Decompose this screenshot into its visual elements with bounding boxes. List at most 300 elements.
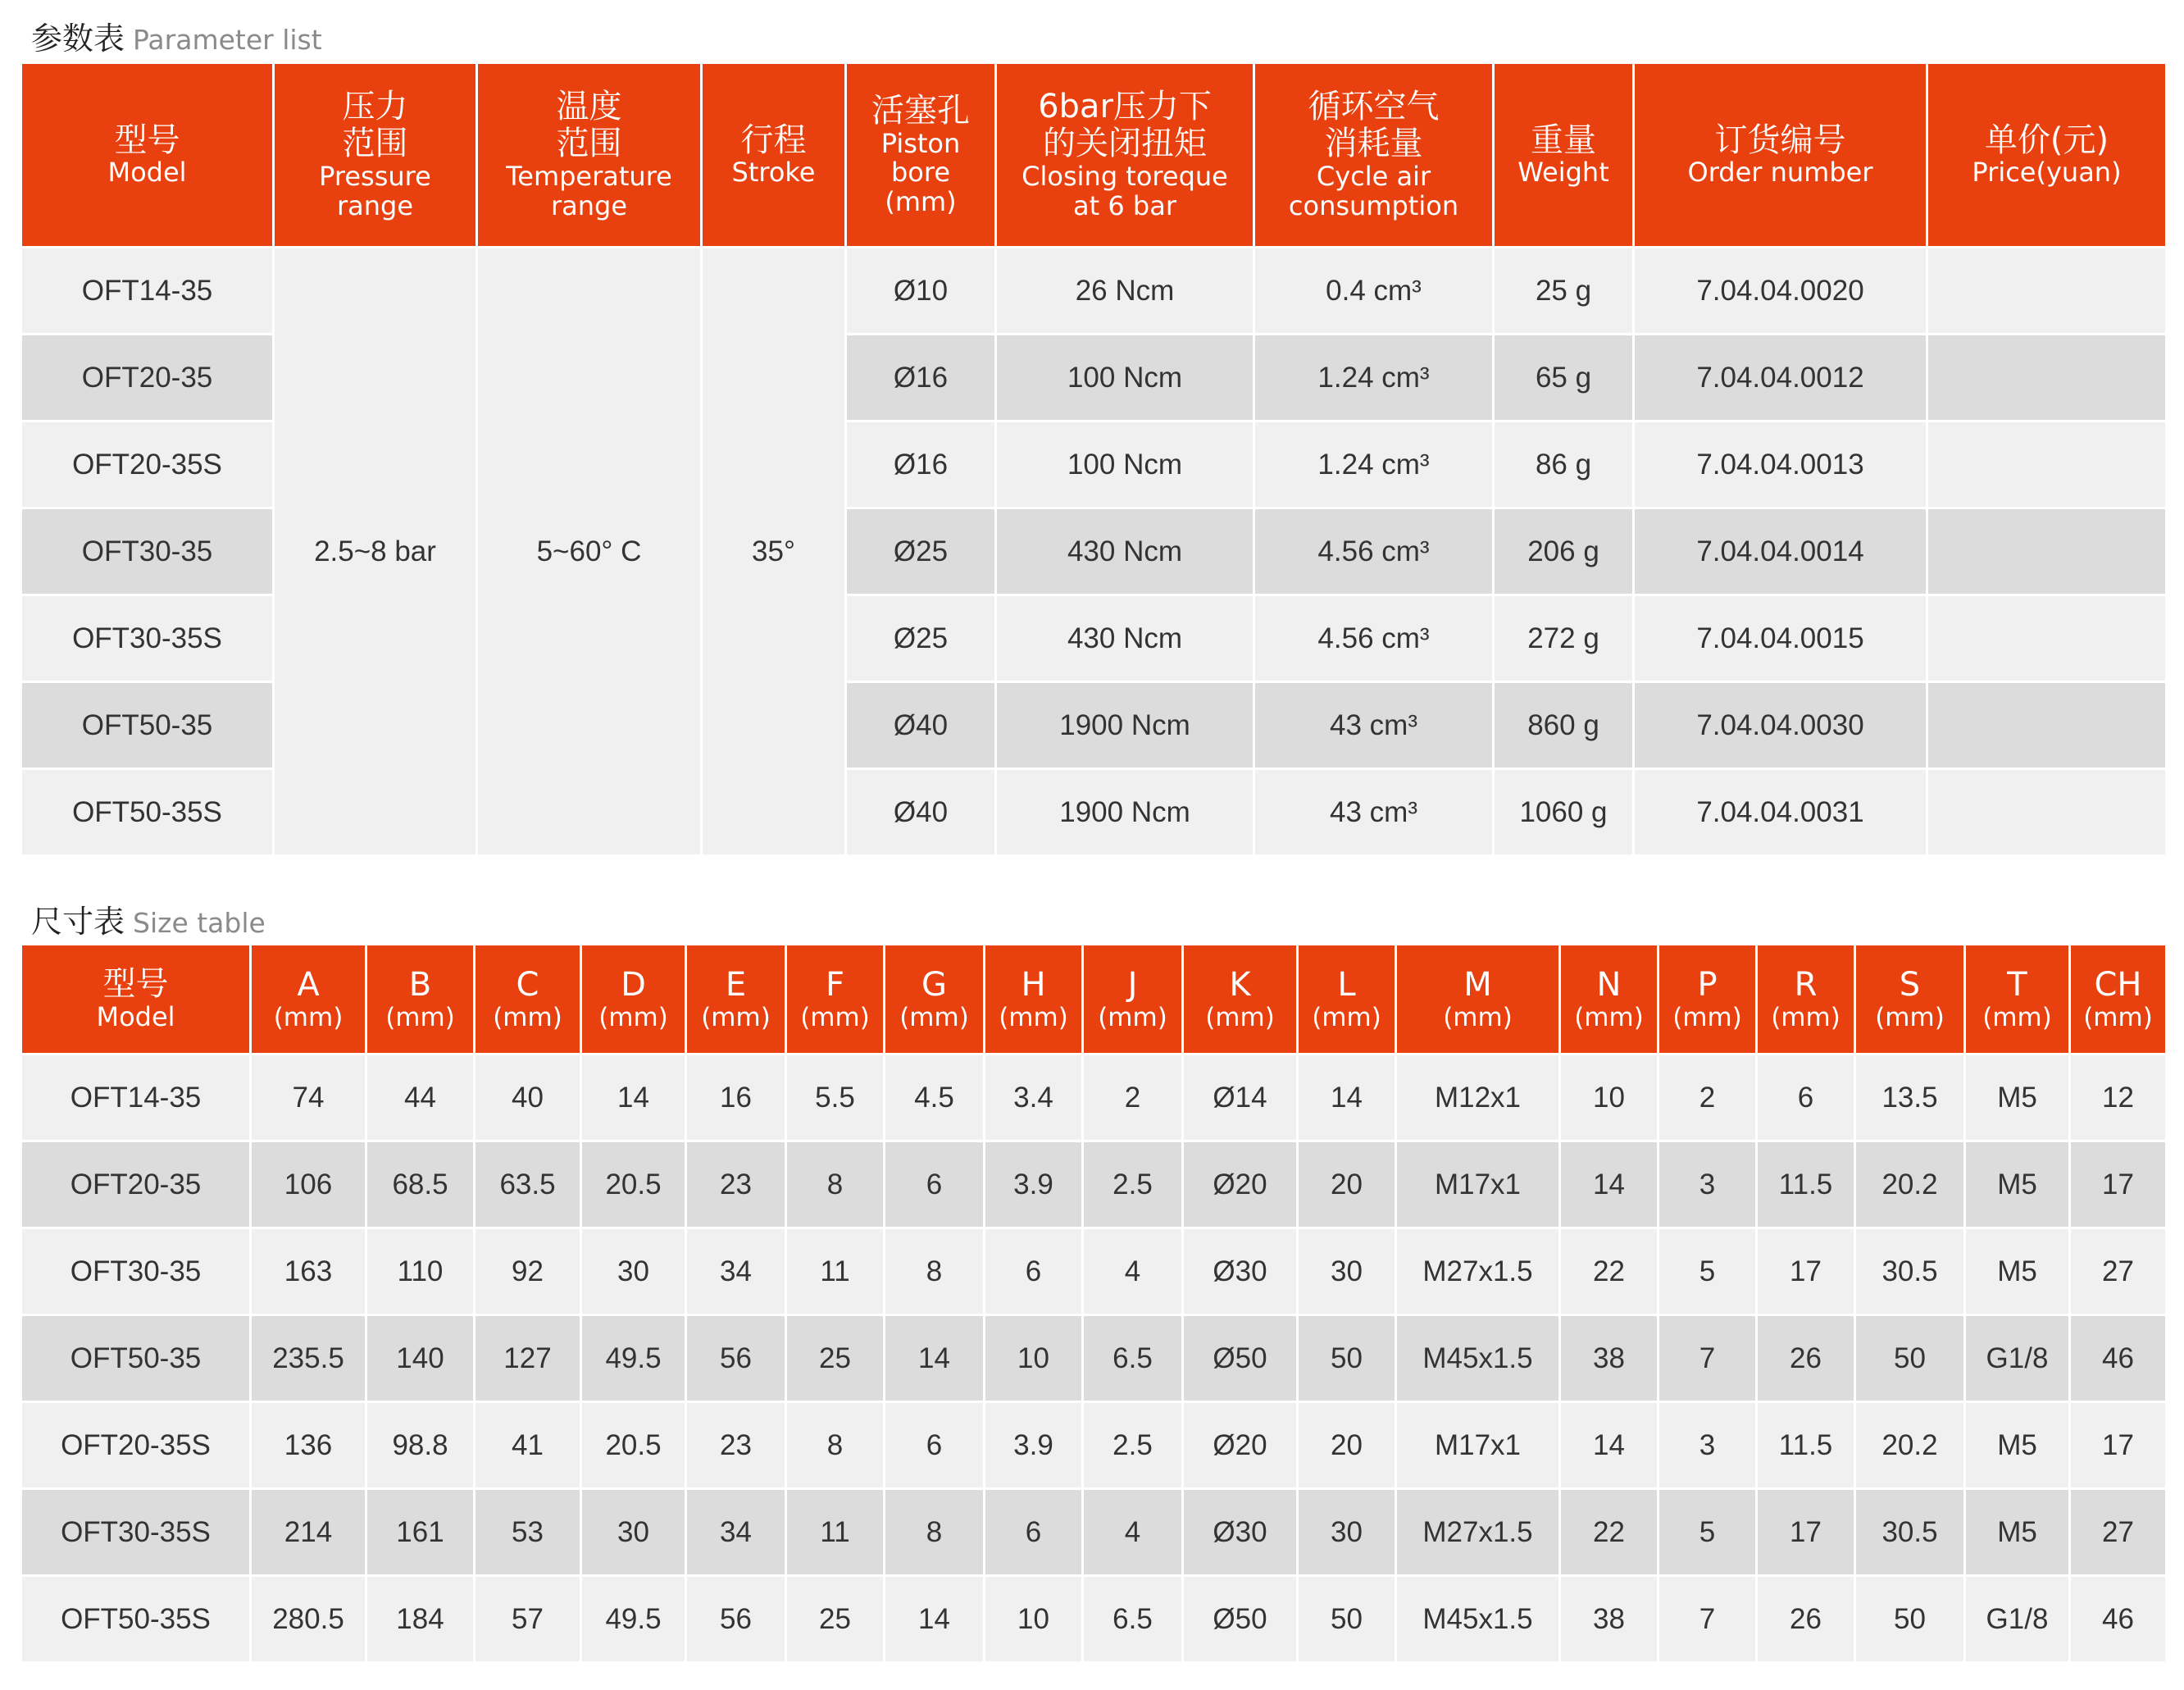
header-price-en: Price(yuan) bbox=[1972, 157, 2122, 189]
dim-m-cell: M12x1 bbox=[1396, 1055, 1560, 1141]
dim-p-cell: 3 bbox=[1658, 1402, 1757, 1489]
dim-f-cell: 5.5 bbox=[786, 1055, 885, 1141]
header-dim-letter: N bbox=[1596, 965, 1622, 1004]
dim-h-cell: 10 bbox=[985, 1315, 1083, 1402]
dim-r-cell: 26 bbox=[1757, 1315, 1855, 1402]
header-piston-bore-en: Piston bbox=[880, 127, 961, 159]
dim-a-cell: 74 bbox=[251, 1055, 366, 1141]
header-price-cn: 单价(元) bbox=[1984, 121, 2109, 159]
model-cell: OFT20-35S bbox=[21, 1402, 251, 1489]
parameter-header-row bbox=[21, 63, 2167, 248]
dim-g-cell: 14 bbox=[885, 1315, 985, 1402]
price-cell bbox=[1927, 682, 2167, 769]
weight-cell: 860 g bbox=[1494, 682, 1634, 769]
header-dim-letter: G bbox=[921, 965, 947, 1004]
dim-e-cell: 23 bbox=[686, 1141, 786, 1228]
header-model bbox=[21, 945, 251, 1055]
dim-k-cell: Ø14 bbox=[1183, 1055, 1298, 1141]
header-weight-cn: 重量 bbox=[1531, 121, 1596, 159]
model-cell: OFT50-35S bbox=[21, 1576, 251, 1663]
header-closing-torque-cn: 6bar压力下 bbox=[1038, 88, 1212, 126]
order-cell: 7.04.04.0031 bbox=[1634, 769, 1927, 856]
header-dim-letter: P bbox=[1697, 965, 1718, 1004]
header-dim-unit: (mm) bbox=[899, 1002, 969, 1032]
dim-l-cell: 50 bbox=[1298, 1576, 1396, 1663]
header-order-number-cn: 订货编号 bbox=[1714, 121, 1846, 159]
dim-n-cell: 22 bbox=[1560, 1489, 1658, 1576]
size-table-title bbox=[31, 896, 266, 941]
dim-e-cell: 16 bbox=[686, 1055, 786, 1141]
order-cell: 7.04.04.0015 bbox=[1634, 595, 1927, 682]
bore-cell: Ø16 bbox=[846, 421, 996, 508]
dim-t-cell: M5 bbox=[1965, 1402, 2070, 1489]
dim-k-cell: Ø50 bbox=[1183, 1576, 1298, 1663]
dim-ch-cell: 46 bbox=[2070, 1315, 2167, 1402]
header-dim-letter: B bbox=[408, 965, 432, 1004]
header-dim-letter: J bbox=[1127, 965, 1138, 1004]
dim-ch-cell: 46 bbox=[2070, 1576, 2167, 1663]
dim-a-cell: 214 bbox=[251, 1489, 366, 1576]
dim-f-cell: 8 bbox=[786, 1141, 885, 1228]
weight-cell: 65 g bbox=[1494, 335, 1634, 421]
dim-m-cell: M27x1.5 bbox=[1396, 1489, 1560, 1576]
header-dim-l bbox=[1298, 945, 1396, 1055]
header-dim-e bbox=[686, 945, 786, 1055]
dim-n-cell: 22 bbox=[1560, 1228, 1658, 1315]
order-cell: 7.04.04.0020 bbox=[1634, 248, 1927, 335]
air-cell: 4.56 cm³ bbox=[1254, 595, 1494, 682]
header-dim-t bbox=[1965, 945, 2070, 1055]
header-dim-unit: (mm) bbox=[1205, 1002, 1275, 1032]
dim-d-cell: 14 bbox=[581, 1055, 686, 1141]
header-dim-unit: (mm) bbox=[493, 1002, 562, 1032]
header-dim-letter: F bbox=[825, 965, 844, 1004]
torque-cell: 100 Ncm bbox=[996, 335, 1254, 421]
torque-cell: 100 Ncm bbox=[996, 421, 1254, 508]
dim-f-cell: 25 bbox=[786, 1576, 885, 1663]
header-dim-h bbox=[985, 945, 1083, 1055]
header-stroke bbox=[702, 63, 846, 248]
pressure-range-cell: 2.5~8 bar bbox=[274, 248, 477, 856]
dim-b-cell: 110 bbox=[366, 1228, 475, 1315]
dim-a-cell: 235.5 bbox=[251, 1315, 366, 1402]
header-dim-letter: E bbox=[725, 965, 747, 1004]
price-cell bbox=[1927, 335, 2167, 421]
dim-d-cell: 20.5 bbox=[581, 1402, 686, 1489]
header-pressure-range bbox=[274, 63, 477, 248]
header-cycle-air-consumption bbox=[1254, 63, 1494, 248]
parameter-list-title-cn: 参数表 bbox=[31, 20, 125, 57]
model-cell: OFT50-35S bbox=[21, 769, 274, 856]
dim-s-cell: 50 bbox=[1855, 1576, 1965, 1663]
dim-e-cell: 56 bbox=[686, 1315, 786, 1402]
dim-k-cell: Ø20 bbox=[1183, 1141, 1298, 1228]
size-table bbox=[20, 943, 2168, 1664]
torque-cell: 1900 Ncm bbox=[996, 769, 1254, 856]
bore-cell: Ø40 bbox=[846, 682, 996, 769]
dim-l-cell: 30 bbox=[1298, 1228, 1396, 1315]
dim-p-cell: 3 bbox=[1658, 1141, 1757, 1228]
dim-c-cell: 92 bbox=[475, 1228, 581, 1315]
header-dim-f bbox=[786, 945, 885, 1055]
dim-d-cell: 49.5 bbox=[581, 1576, 686, 1663]
dim-h-cell: 10 bbox=[985, 1576, 1083, 1663]
dim-s-cell: 20.2 bbox=[1855, 1402, 1965, 1489]
dim-ch-cell: 12 bbox=[2070, 1055, 2167, 1141]
dim-g-cell: 6 bbox=[885, 1402, 985, 1489]
header-model-en: Model bbox=[107, 157, 187, 189]
header-closing-torque-cn: 的关闭扭矩 bbox=[1043, 125, 1207, 163]
dim-j-cell: 2 bbox=[1083, 1055, 1183, 1141]
header-dim-b bbox=[366, 945, 475, 1055]
dim-c-cell: 40 bbox=[475, 1055, 581, 1141]
header-pressure-range-cn: 范围 bbox=[342, 125, 408, 163]
dim-e-cell: 56 bbox=[686, 1576, 786, 1663]
model-cell: OFT20-35 bbox=[21, 1141, 251, 1228]
torque-cell: 430 Ncm bbox=[996, 595, 1254, 682]
order-cell: 7.04.04.0012 bbox=[1634, 335, 1927, 421]
header-dim-unit: (mm) bbox=[800, 1002, 870, 1032]
header-model-en: Model bbox=[96, 1000, 175, 1032]
dim-h-cell: 3.9 bbox=[985, 1402, 1083, 1489]
model-cell: OFT50-35 bbox=[21, 1315, 251, 1402]
header-temperature-range bbox=[477, 63, 702, 248]
air-cell: 4.56 cm³ bbox=[1254, 508, 1494, 595]
header-stroke-en: Stroke bbox=[731, 157, 816, 189]
air-cell: 1.24 cm³ bbox=[1254, 335, 1494, 421]
dim-c-cell: 63.5 bbox=[475, 1141, 581, 1228]
dim-r-cell: 11.5 bbox=[1757, 1141, 1855, 1228]
dim-h-cell: 6 bbox=[985, 1489, 1083, 1576]
dim-j-cell: 4 bbox=[1083, 1228, 1183, 1315]
header-dim-unit: (mm) bbox=[1771, 1002, 1840, 1032]
dim-f-cell: 11 bbox=[786, 1228, 885, 1315]
bore-cell: Ø25 bbox=[846, 595, 996, 682]
dim-t-cell: M5 bbox=[1965, 1141, 2070, 1228]
header-dim-unit: (mm) bbox=[2083, 1002, 2153, 1032]
model-cell: OFT30-35S bbox=[21, 1489, 251, 1576]
dim-b-cell: 161 bbox=[366, 1489, 475, 1576]
dim-b-cell: 140 bbox=[366, 1315, 475, 1402]
dim-m-cell: M17x1 bbox=[1396, 1402, 1560, 1489]
header-dim-unit: (mm) bbox=[1672, 1002, 1742, 1032]
header-piston-bore bbox=[846, 63, 996, 248]
dim-p-cell: 7 bbox=[1658, 1315, 1757, 1402]
dim-h-cell: 6 bbox=[985, 1228, 1083, 1315]
dim-b-cell: 184 bbox=[366, 1576, 475, 1663]
dim-b-cell: 68.5 bbox=[366, 1141, 475, 1228]
dim-l-cell: 50 bbox=[1298, 1315, 1396, 1402]
header-dim-letter: H bbox=[1021, 965, 1046, 1004]
header-dim-unit: (mm) bbox=[701, 1002, 771, 1032]
order-cell: 7.04.04.0013 bbox=[1634, 421, 1927, 508]
table-row bbox=[21, 1576, 2167, 1663]
header-piston-bore-en: (mm) bbox=[885, 186, 957, 218]
dim-d-cell: 49.5 bbox=[581, 1315, 686, 1402]
parameter-list-title bbox=[31, 13, 322, 58]
header-order-number bbox=[1634, 63, 1927, 248]
dim-g-cell: 4.5 bbox=[885, 1055, 985, 1141]
dim-t-cell: M5 bbox=[1965, 1228, 2070, 1315]
dim-l-cell: 30 bbox=[1298, 1489, 1396, 1576]
header-dim-g bbox=[885, 945, 985, 1055]
header-temperature-range-cn: 范围 bbox=[556, 125, 622, 163]
header-dim-unit: (mm) bbox=[1574, 1002, 1644, 1032]
dim-e-cell: 34 bbox=[686, 1228, 786, 1315]
dim-s-cell: 13.5 bbox=[1855, 1055, 1965, 1141]
header-pressure-range-cn: 压力 bbox=[342, 88, 408, 126]
header-dim-unit: (mm) bbox=[1098, 1002, 1167, 1032]
weight-cell: 86 g bbox=[1494, 421, 1634, 508]
dim-m-cell: M45x1.5 bbox=[1396, 1315, 1560, 1402]
header-closing-torque-en: Closing toreque bbox=[1021, 160, 1228, 192]
dim-g-cell: 8 bbox=[885, 1228, 985, 1315]
air-cell: 1.24 cm³ bbox=[1254, 421, 1494, 508]
header-dim-c bbox=[475, 945, 581, 1055]
dim-t-cell: G1/8 bbox=[1965, 1576, 2070, 1663]
header-dim-unit: (mm) bbox=[598, 1002, 668, 1032]
dim-l-cell: 20 bbox=[1298, 1141, 1396, 1228]
size-header-row bbox=[21, 945, 2167, 1055]
header-dim-letter: T bbox=[2007, 965, 2027, 1004]
weight-cell: 272 g bbox=[1494, 595, 1634, 682]
size-table-title-en: Size table bbox=[133, 907, 266, 939]
dim-m-cell: M27x1.5 bbox=[1396, 1228, 1560, 1315]
header-dim-letter: A bbox=[297, 965, 320, 1004]
header-temperature-range-en: range bbox=[550, 189, 628, 221]
header-cycle-air-consumption-en: Cycle air bbox=[1316, 160, 1431, 192]
header-model-cn: 型号 bbox=[102, 965, 169, 1004]
dim-c-cell: 57 bbox=[475, 1576, 581, 1663]
header-pressure-range-en: Pressure bbox=[319, 160, 431, 192]
dim-n-cell: 10 bbox=[1560, 1055, 1658, 1141]
model-cell: OFT30-35 bbox=[21, 1228, 251, 1315]
table-row bbox=[21, 1402, 2167, 1489]
dim-r-cell: 26 bbox=[1757, 1576, 1855, 1663]
header-closing-torque bbox=[996, 63, 1254, 248]
dim-j-cell: 4 bbox=[1083, 1489, 1183, 1576]
dim-n-cell: 14 bbox=[1560, 1402, 1658, 1489]
header-dim-unit: (mm) bbox=[1312, 1002, 1381, 1032]
dim-ch-cell: 27 bbox=[2070, 1228, 2167, 1315]
dim-m-cell: M17x1 bbox=[1396, 1141, 1560, 1228]
model-cell: OFT50-35 bbox=[21, 682, 274, 769]
air-cell: 0.4 cm³ bbox=[1254, 248, 1494, 335]
header-dim-letter: K bbox=[1229, 965, 1251, 1004]
bore-cell: Ø25 bbox=[846, 508, 996, 595]
dim-n-cell: 38 bbox=[1560, 1315, 1658, 1402]
header-cycle-air-consumption-en: consumption bbox=[1288, 189, 1459, 221]
dim-d-cell: 20.5 bbox=[581, 1141, 686, 1228]
header-dim-unit: (mm) bbox=[385, 1002, 455, 1032]
header-temperature-range-cn: 温度 bbox=[556, 88, 622, 126]
header-dim-letter: CH bbox=[2094, 965, 2142, 1004]
header-dim-letter: L bbox=[1337, 965, 1356, 1004]
dim-d-cell: 30 bbox=[581, 1228, 686, 1315]
dim-ch-cell: 17 bbox=[2070, 1141, 2167, 1228]
header-dim-j bbox=[1083, 945, 1183, 1055]
header-dim-k bbox=[1183, 945, 1298, 1055]
dim-g-cell: 8 bbox=[885, 1489, 985, 1576]
dim-j-cell: 6.5 bbox=[1083, 1576, 1183, 1663]
dim-l-cell: 14 bbox=[1298, 1055, 1396, 1141]
header-weight-en: Weight bbox=[1517, 157, 1609, 189]
dim-h-cell: 3.4 bbox=[985, 1055, 1083, 1141]
bore-cell: Ø10 bbox=[846, 248, 996, 335]
dim-r-cell: 17 bbox=[1757, 1489, 1855, 1576]
header-dim-a bbox=[251, 945, 366, 1055]
dim-k-cell: Ø30 bbox=[1183, 1489, 1298, 1576]
header-dim-unit: (mm) bbox=[1875, 1002, 1945, 1032]
header-dim-ch bbox=[2070, 945, 2167, 1055]
dim-l-cell: 20 bbox=[1298, 1402, 1396, 1489]
dim-t-cell: M5 bbox=[1965, 1055, 2070, 1141]
order-cell: 7.04.04.0030 bbox=[1634, 682, 1927, 769]
header-dim-n bbox=[1560, 945, 1658, 1055]
dim-k-cell: Ø30 bbox=[1183, 1228, 1298, 1315]
header-dim-letter: M bbox=[1463, 965, 1492, 1004]
header-dim-letter: D bbox=[621, 965, 646, 1004]
dim-a-cell: 280.5 bbox=[251, 1576, 366, 1663]
header-pressure-range-en: range bbox=[336, 189, 414, 221]
header-cycle-air-consumption-cn: 消耗量 bbox=[1324, 125, 1423, 163]
weight-cell: 25 g bbox=[1494, 248, 1634, 335]
table-row bbox=[21, 1489, 2167, 1576]
temperature-range-cell: 5~60° C bbox=[477, 248, 702, 856]
header-dim-unit: (mm) bbox=[999, 1002, 1068, 1032]
dim-n-cell: 38 bbox=[1560, 1576, 1658, 1663]
stroke-cell: 35° bbox=[702, 248, 846, 856]
header-dim-p bbox=[1658, 945, 1757, 1055]
header-dim-s bbox=[1855, 945, 1965, 1055]
table-row bbox=[21, 1055, 2167, 1141]
dim-s-cell: 50 bbox=[1855, 1315, 1965, 1402]
weight-cell: 206 g bbox=[1494, 508, 1634, 595]
dim-t-cell: G1/8 bbox=[1965, 1315, 2070, 1402]
dim-a-cell: 106 bbox=[251, 1141, 366, 1228]
header-dim-unit: (mm) bbox=[1982, 1002, 2052, 1032]
parameter-table-body bbox=[21, 248, 2167, 856]
dim-j-cell: 2.5 bbox=[1083, 1402, 1183, 1489]
header-temperature-range-en: Temperature bbox=[506, 160, 672, 192]
size-table-body bbox=[21, 1055, 2167, 1663]
table-row bbox=[21, 1315, 2167, 1402]
model-cell: OFT20-35 bbox=[21, 335, 274, 421]
dim-d-cell: 30 bbox=[581, 1489, 686, 1576]
dim-k-cell: Ø20 bbox=[1183, 1402, 1298, 1489]
header-model-cn: 型号 bbox=[114, 121, 180, 159]
dim-g-cell: 14 bbox=[885, 1576, 985, 1663]
model-cell: OFT30-35S bbox=[21, 595, 274, 682]
dim-a-cell: 136 bbox=[251, 1402, 366, 1489]
dim-p-cell: 7 bbox=[1658, 1576, 1757, 1663]
header-piston-bore-cn: 活塞孔 bbox=[871, 91, 970, 130]
dim-f-cell: 8 bbox=[786, 1402, 885, 1489]
dim-r-cell: 6 bbox=[1757, 1055, 1855, 1141]
table-row bbox=[21, 1228, 2167, 1315]
parameter-table bbox=[20, 61, 2168, 857]
dim-t-cell: M5 bbox=[1965, 1489, 2070, 1576]
dim-j-cell: 6.5 bbox=[1083, 1315, 1183, 1402]
parameter-list-title-en: Parameter list bbox=[133, 24, 322, 56]
header-piston-bore-en: bore bbox=[890, 157, 951, 189]
header-closing-torque-en: at 6 bar bbox=[1073, 189, 1176, 221]
header-cycle-air-consumption-cn: 循环空气 bbox=[1308, 88, 1440, 126]
price-cell bbox=[1927, 769, 2167, 856]
air-cell: 43 cm³ bbox=[1254, 769, 1494, 856]
price-cell bbox=[1927, 248, 2167, 335]
dim-s-cell: 30.5 bbox=[1855, 1228, 1965, 1315]
torque-cell: 26 Ncm bbox=[996, 248, 1254, 335]
size-table-title-cn: 尺寸表 bbox=[31, 904, 125, 940]
header-stroke-cn: 行程 bbox=[740, 121, 807, 159]
torque-cell: 1900 Ncm bbox=[996, 682, 1254, 769]
dim-p-cell: 5 bbox=[1658, 1489, 1757, 1576]
header-dim-r bbox=[1757, 945, 1855, 1055]
dim-s-cell: 30.5 bbox=[1855, 1489, 1965, 1576]
air-cell: 43 cm³ bbox=[1254, 682, 1494, 769]
dim-h-cell: 3.9 bbox=[985, 1141, 1083, 1228]
dim-ch-cell: 27 bbox=[2070, 1489, 2167, 1576]
dim-m-cell: M45x1.5 bbox=[1396, 1576, 1560, 1663]
header-price bbox=[1927, 63, 2167, 248]
model-cell: OFT20-35S bbox=[21, 421, 274, 508]
dim-b-cell: 44 bbox=[366, 1055, 475, 1141]
dim-c-cell: 53 bbox=[475, 1489, 581, 1576]
dim-e-cell: 34 bbox=[686, 1489, 786, 1576]
model-cell: OFT14-35 bbox=[21, 1055, 251, 1141]
dim-g-cell: 6 bbox=[885, 1141, 985, 1228]
dim-f-cell: 11 bbox=[786, 1489, 885, 1576]
price-cell bbox=[1927, 508, 2167, 595]
dim-c-cell: 127 bbox=[475, 1315, 581, 1402]
header-dim-letter: R bbox=[1794, 965, 1818, 1004]
header-model bbox=[21, 63, 274, 248]
dim-c-cell: 41 bbox=[475, 1402, 581, 1489]
dim-s-cell: 20.2 bbox=[1855, 1141, 1965, 1228]
dim-f-cell: 25 bbox=[786, 1315, 885, 1402]
dim-a-cell: 163 bbox=[251, 1228, 366, 1315]
order-cell: 7.04.04.0014 bbox=[1634, 508, 1927, 595]
dim-r-cell: 17 bbox=[1757, 1228, 1855, 1315]
header-weight bbox=[1494, 63, 1634, 248]
price-cell bbox=[1927, 595, 2167, 682]
header-dim-m bbox=[1396, 945, 1560, 1055]
model-cell: OFT30-35 bbox=[21, 508, 274, 595]
table-row bbox=[21, 248, 2167, 335]
dim-r-cell: 11.5 bbox=[1757, 1402, 1855, 1489]
price-cell bbox=[1927, 421, 2167, 508]
dim-p-cell: 5 bbox=[1658, 1228, 1757, 1315]
dim-n-cell: 14 bbox=[1560, 1141, 1658, 1228]
dim-j-cell: 2.5 bbox=[1083, 1141, 1183, 1228]
dim-e-cell: 23 bbox=[686, 1402, 786, 1489]
dim-k-cell: Ø50 bbox=[1183, 1315, 1298, 1402]
bore-cell: Ø16 bbox=[846, 335, 996, 421]
dim-ch-cell: 17 bbox=[2070, 1402, 2167, 1489]
header-order-number-en: Order number bbox=[1687, 157, 1873, 189]
header-dim-unit: (mm) bbox=[273, 1002, 344, 1032]
header-dim-letter: C bbox=[516, 965, 539, 1004]
torque-cell: 430 Ncm bbox=[996, 508, 1254, 595]
dim-b-cell: 98.8 bbox=[366, 1402, 475, 1489]
header-dim-d bbox=[581, 945, 686, 1055]
table-row bbox=[21, 1141, 2167, 1228]
dim-p-cell: 2 bbox=[1658, 1055, 1757, 1141]
weight-cell: 1060 g bbox=[1494, 769, 1634, 856]
header-dim-unit: (mm) bbox=[1443, 1002, 1513, 1032]
header-dim-letter: S bbox=[1899, 965, 1921, 1004]
